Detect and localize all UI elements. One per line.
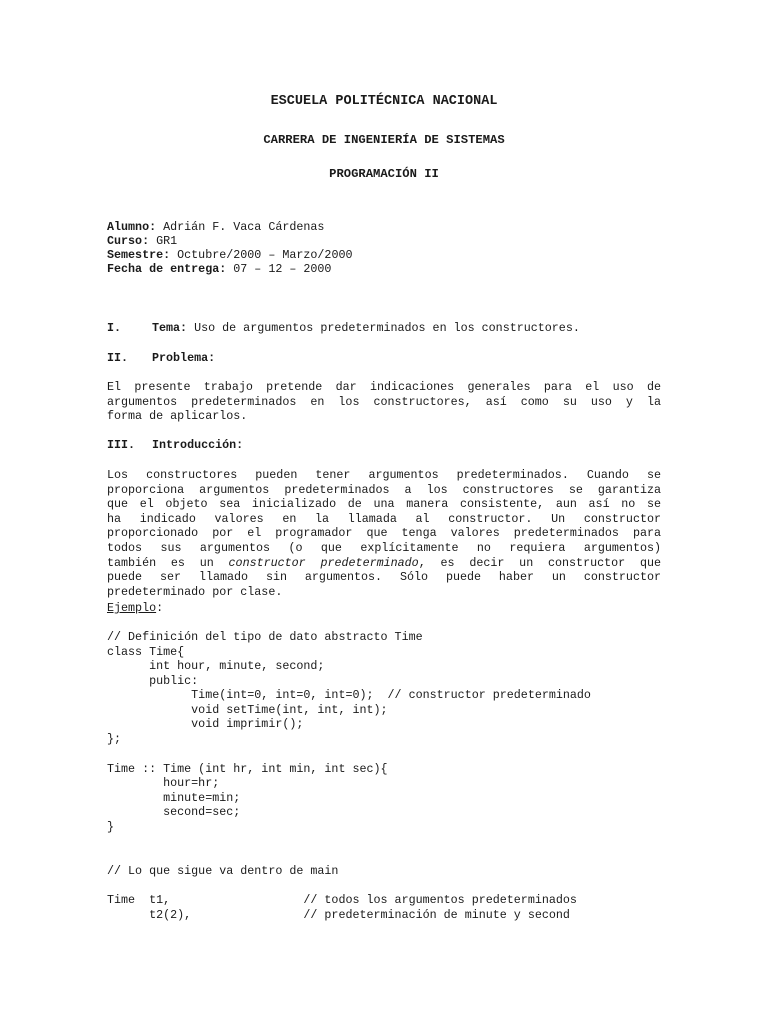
intro-line: que el objeto sea inicializado de una manera consistente, aun así no se bbox=[107, 497, 661, 512]
student-line bbox=[107, 220, 324, 235]
code-line: }; bbox=[107, 732, 122, 746]
code-line: minute=min; bbox=[107, 791, 241, 805]
career-title: CARRERA DE INGENIERÍA DE SISTEMAS bbox=[263, 133, 505, 147]
intro-line-italic bbox=[107, 556, 661, 571]
course-label: Curso: bbox=[107, 234, 150, 248]
intro-paragraph bbox=[107, 468, 661, 599]
code-line: void imprimir(); bbox=[107, 717, 304, 731]
intro-line: predeterminado por clase. bbox=[107, 584, 283, 599]
code-line: Time :: Time (int hr, int min, int sec){ bbox=[107, 762, 388, 776]
problem-line: El presente trabajo pretende dar indicaciones generales para el uso de bbox=[107, 380, 661, 394]
section-2-label: Problema: bbox=[152, 351, 216, 365]
code-line: Time(int=0, int=0, int=0); // constructor predeterminado bbox=[107, 688, 591, 702]
problem-line: argumentos predeterminados en los constructores, así como su uso y la bbox=[107, 394, 661, 409]
code-line: hour=hr; bbox=[107, 776, 220, 790]
code-line: // Definición del tipo de dato abstracto Time bbox=[107, 630, 423, 644]
student-value: Adrián F. Vaca Cárdenas bbox=[156, 220, 325, 234]
section-2-number: II. bbox=[107, 351, 129, 365]
intro-text: , es decir un constructor que bbox=[418, 555, 661, 570]
code-line: void setTime(int, int, int); bbox=[107, 703, 388, 717]
course-title: PROGRAMACIÓN II bbox=[329, 167, 439, 181]
example-colon: : bbox=[156, 601, 164, 615]
intro-line: ha indicado valores en la llamada al constructor. Un constructor bbox=[107, 511, 661, 526]
date-label: Fecha de entrega: bbox=[107, 262, 227, 276]
code-line: int hour, minute, second; bbox=[107, 659, 325, 673]
example-heading bbox=[107, 601, 163, 616]
intro-line: proporcionado por el programador que tenga valores predeterminados para bbox=[107, 526, 661, 541]
date-value: 07 – 12 – 2000 bbox=[226, 262, 332, 276]
code-line: Time t1, // todos los argumentos predeterminados bbox=[107, 893, 577, 907]
student-label: Alumno: bbox=[107, 220, 157, 234]
problem-line: forma de aplicarlos. bbox=[107, 409, 248, 424]
problem-paragraph bbox=[107, 380, 661, 424]
semester-line bbox=[107, 248, 352, 263]
section-1-line bbox=[152, 321, 580, 336]
date-line bbox=[107, 262, 331, 277]
intro-line: puede ser llamado sin argumentos. Sólo puede haber un constructor bbox=[107, 570, 661, 585]
section-3-label: Introducción: bbox=[152, 438, 244, 452]
section-3-number: III. bbox=[107, 438, 136, 452]
semester-label: Semestre: bbox=[107, 248, 171, 262]
intro-text: también es un bbox=[107, 555, 229, 570]
intro-line: todos sus argumentos (o que explícitamente no requiera argumentos) bbox=[107, 540, 661, 555]
school-title: ESCUELA POLITÉCNICA NACIONAL bbox=[270, 94, 498, 109]
code-line: // Lo que sigue va dentro de main bbox=[107, 864, 339, 878]
section-1-text: Uso de argumentos predeterminados en los constructores. bbox=[187, 321, 580, 335]
section-1-label: Tema: bbox=[152, 321, 188, 335]
code-line: t2(2), // predeterminación de minute y second bbox=[107, 908, 570, 922]
course-line bbox=[107, 234, 177, 249]
semester-value: Octubre/2000 – Marzo/2000 bbox=[170, 248, 353, 262]
intro-line: proporciona argumentos predeterminados a los constructores se garantiza bbox=[107, 482, 661, 497]
code-line: second=sec; bbox=[107, 805, 241, 819]
course-value: GR1 bbox=[149, 234, 178, 248]
code-line: public: bbox=[107, 674, 199, 688]
intro-emphasis: constructor predeterminado bbox=[228, 555, 419, 570]
section-1-number: I. bbox=[107, 321, 122, 335]
code-line: } bbox=[107, 820, 115, 834]
code-line: class Time{ bbox=[107, 645, 185, 659]
intro-line: Los constructores pueden tener argumentos predeterminados. Cuando se bbox=[107, 468, 661, 482]
example-label: Ejemplo bbox=[107, 601, 157, 615]
